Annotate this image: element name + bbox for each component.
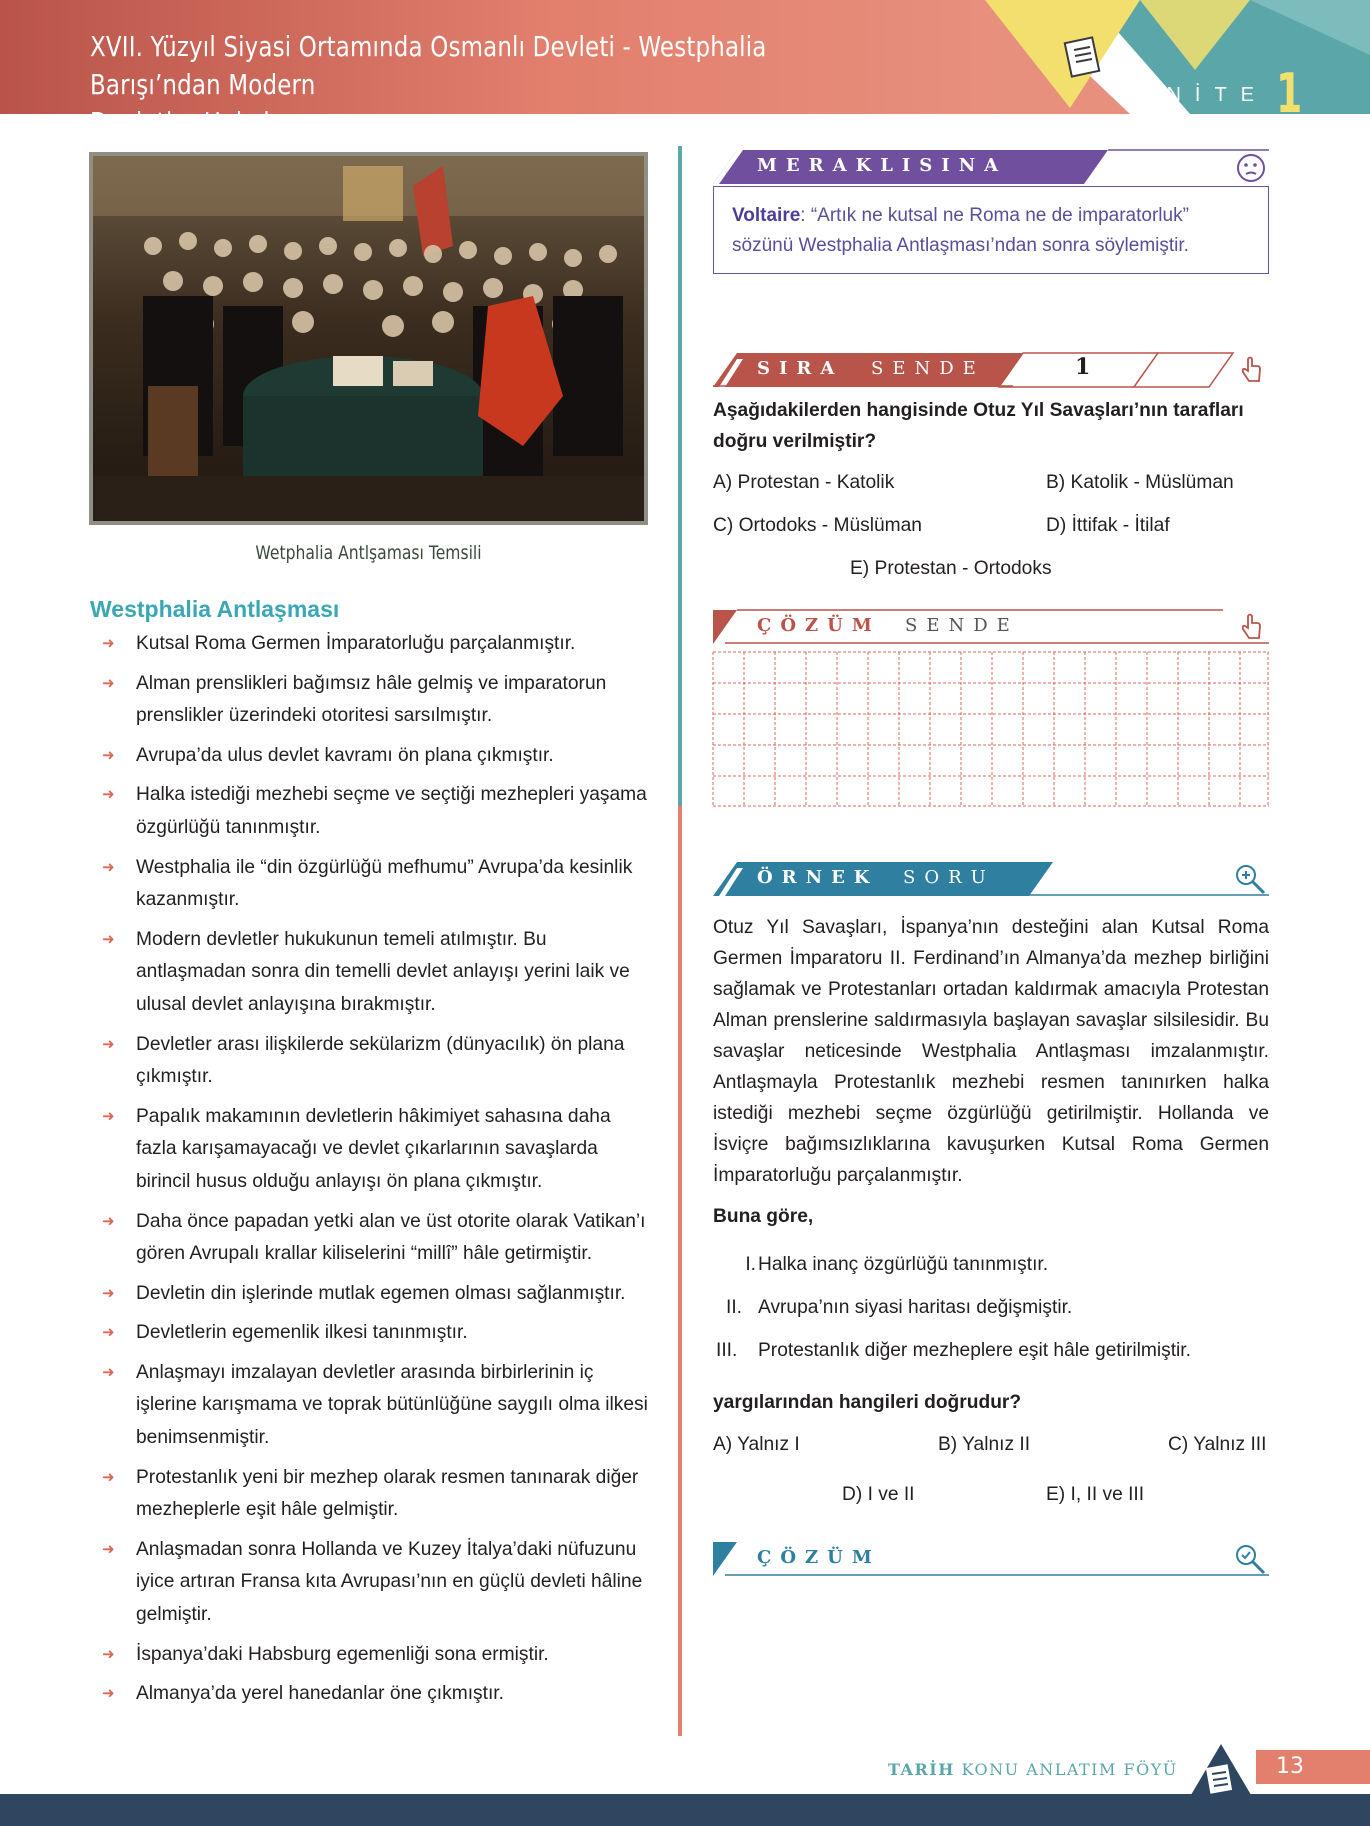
option-b[interactable]: B) Yalnız II	[938, 1434, 1031, 1455]
quote-author: Voltaire	[732, 205, 801, 226]
list-item: ➜ Devletin din işlerinde mutlak egemen olması sağlanmıştır.	[102, 1278, 648, 1311]
column-divider-top	[678, 146, 682, 806]
arrow-icon: ➜	[102, 1468, 115, 1486]
sira-label: SIRA	[757, 358, 844, 379]
statement-number: III.	[716, 1340, 738, 1361]
list-item: ➜ Kutsal Roma Germen İmparatorluğu parçalanmıştır.	[102, 628, 648, 661]
list-item: ➜ Avrupa’da ulus devlet kavramı ön plana çıkmıştır.	[102, 740, 648, 773]
arrow-icon: ➜	[102, 1107, 115, 1125]
option-c[interactable]: C) Ortodoks - Müslüman	[713, 515, 922, 536]
option-a[interactable]: A) Yalnız I	[713, 1434, 800, 1455]
footer-rest: KONU ANLATIM FÖYÜ	[961, 1760, 1178, 1779]
arrow-icon: ➜	[102, 858, 115, 876]
statement-text: Halka inanç özgürlüğü tanınmıştır.	[758, 1254, 1049, 1275]
ornek-soru-label-bar	[713, 862, 1269, 896]
question-number: 1	[1075, 354, 1091, 380]
list-item: ➜ Daha önce papadan yetki alan ve üst otorite olarak Vatikan’ı gören Avrupalı krallar kiliselerini “millî” hâle getirmiştir.	[102, 1206, 648, 1271]
arrow-icon: ➜	[102, 1212, 115, 1230]
column-divider-bottom	[678, 806, 682, 1736]
sira-sende-label-bar	[713, 353, 1269, 387]
option-e[interactable]: E) I, II ve III	[1046, 1484, 1145, 1505]
section-title: Westphalia Antlaşması	[90, 596, 340, 622]
footer-bar	[0, 1794, 1370, 1826]
meraklisina-label-bar	[713, 150, 1269, 184]
arrow-icon: ➜	[102, 1363, 115, 1381]
option-b[interactable]: B) Katolik - Müslüman	[1046, 472, 1234, 493]
statement-number: I.	[745, 1254, 756, 1275]
cozum-label: ÇÖZÜM	[757, 615, 881, 636]
meraklisina-label: MERAKLISINA	[757, 155, 1008, 176]
meraklisina-box	[713, 186, 1269, 274]
arrow-icon: ➜	[102, 1035, 115, 1053]
arrow-icon: ➜	[102, 746, 115, 764]
treaty-results-list	[102, 628, 648, 1718]
sende-label: SENDE	[871, 358, 985, 379]
option-d[interactable]: D) İttifak - İtilaf	[1046, 515, 1170, 536]
page-number: 13	[1256, 1750, 1370, 1784]
cozum-label-bar	[713, 1542, 1269, 1576]
sira-sende-question: Aşağıdakilerden hangisinde Otuz Yıl Savaşları’nın tarafları doğru verilmiştir?	[713, 400, 1244, 452]
arrow-icon: ➜	[102, 1540, 115, 1558]
cozum-sende-label-bar	[713, 610, 1269, 644]
cozum-label: ÇÖZÜM	[757, 1547, 881, 1568]
list-item: ➜ Almanya’da yerel hanedanlar öne çıkmıştır.	[102, 1678, 648, 1711]
option-a[interactable]: A) Protestan - Katolik	[713, 472, 895, 493]
option-d[interactable]: D) I ve II	[842, 1484, 915, 1505]
ornek-label: ÖRNEK	[757, 867, 879, 888]
list-item: ➜ Papalık makamının devletlerin hâkimiyet sahasına daha fazla karışamayacağı ve devlet çıkarlarının savaşlarda birincil husus olduğu anlayışı ön plana çıkmıştır.	[102, 1101, 648, 1199]
ornek-soru-paragraph: Otuz Yıl Savaşları, İspanya’nın desteğini alan Kutsal Roma Germen İmparatoru II. Ferdinand’ın Almanya’da mezhep birliğini sağlamak ve Protestanları ortadan kaldırmak amacıyla Protestan Alman prenslerine saldırmasıyla başlayan savaşlar silsilesidir. Bu savaşlar neticesinde Westphalia Antlaşması imzalanmıştır. Antlaşmayla Protestanlık mezhebi resmen tanınırken halka istediği mezhebi seçme özgürlüğü getirilmiştir. Hollanda ve İsviçre bağımsızlıklarına kavuşurken Kutsal Roma Germen İmparatorluğu parçalanmıştır.	[713, 917, 1269, 1186]
figure-caption: Wetphalia Antlşaması Temsili	[255, 542, 482, 564]
arrow-icon: ➜	[102, 1645, 115, 1663]
statement-number: II.	[726, 1297, 742, 1318]
soru-label: SORU	[903, 867, 995, 888]
list-item: ➜ İspanya’daki Habsburg egemenliği sona ermiştir.	[102, 1639, 648, 1672]
arrow-icon: ➜	[102, 674, 115, 692]
ornek-soru-lead: Buna göre,	[713, 1206, 814, 1227]
statement-text: Avrupa’nın siyasi haritası değişmiştir.	[758, 1297, 1073, 1318]
footer-subject: TARİH	[888, 1760, 955, 1779]
list-item: ➜ Westphalia ile “din özgürlüğü mefhumu” Avrupa’da kesinlik kazanmıştır.	[102, 852, 648, 917]
treaty-painting-image	[89, 152, 648, 525]
list-item: ➜ Devletler arası ilişkilerde sekülarizm (dünyacılık) ön plana çıkmıştır.	[102, 1029, 648, 1094]
page-title	[90, 28, 828, 142]
page-title-line1: XVII. Yüzyıl Siyasi Ortamında Osmanlı Devleti - Westphalia Barışı’ndan Modern	[90, 30, 767, 101]
arrow-icon: ➜	[102, 635, 115, 652]
page-header	[0, 0, 1370, 139]
footer-title	[888, 1760, 1178, 1779]
page-title-line2: Devletler Hukukuna	[90, 106, 320, 139]
solution-grid[interactable]	[713, 652, 1269, 807]
list-item: ➜ Anlaşmadan sonra Hollanda ve Kuzey İtalya’daki nüfuzunu iyice artıran Fransa kıta Avrupası’nın en güçlü devleti hâline gelmiştir.	[102, 1534, 648, 1632]
ornek-soru-ask: yargılarından hangileri doğrudur?	[713, 1392, 1022, 1413]
arrow-icon: ➜	[102, 786, 115, 804]
sende-label: SENDE	[905, 615, 1019, 636]
list-item: ➜ Protestanlık yeni bir mezhep olarak resmen tanınarak diğer mezheplerle eşit hâle gelmiştir.	[102, 1462, 648, 1527]
list-item: ➜ Alman prenslikleri bağımsız hâle gelmiş ve imparatorun prenslikler üzerindeki otoritesi sarsılmıştır.	[102, 668, 648, 733]
option-e[interactable]: E) Protestan - Ortodoks	[850, 558, 1052, 579]
list-item: ➜ Devletlerin egemenlik ilkesi tanınmıştır.	[102, 1317, 648, 1350]
unit-number: 1	[1276, 62, 1303, 125]
arrow-icon: ➜	[102, 1324, 115, 1342]
option-c[interactable]: C) Yalnız III	[1168, 1434, 1267, 1455]
quote-text: : “Artık ne kutsal ne Roma ne de imparatorluk” sözünü Westphalia Antlaşması’ndan sonra söylemiştir.	[732, 205, 1189, 256]
unit-label: ÜNİTE	[1138, 84, 1268, 106]
arrow-icon: ➜	[102, 1284, 115, 1302]
statement-text: Protestanlık diğer mezheplere eşit hâle getirilmiştir.	[758, 1340, 1191, 1361]
list-item: ➜ Modern devletler hukukunun temeli atılmıştır. Bu antlaşmadan sonra din temelli devlet anlayışı yerini laik ve ulusal devlet anlayışına bırakmıştır.	[102, 924, 648, 1022]
list-item: ➜ Halka istediği mezhebi seçme ve seçtiği mezhepleri yaşama özgürlüğü tanınmıştır.	[102, 779, 648, 844]
arrow-icon: ➜	[102, 930, 115, 948]
list-item: ➜ Anlaşmayı imzalayan devletler arasında birbirlerinin iç işlerine karışmama ve toprak bütünlüğüne saygılı olma ilkesi benimsenmiştir.	[102, 1357, 648, 1455]
arrow-icon: ➜	[102, 1685, 115, 1703]
